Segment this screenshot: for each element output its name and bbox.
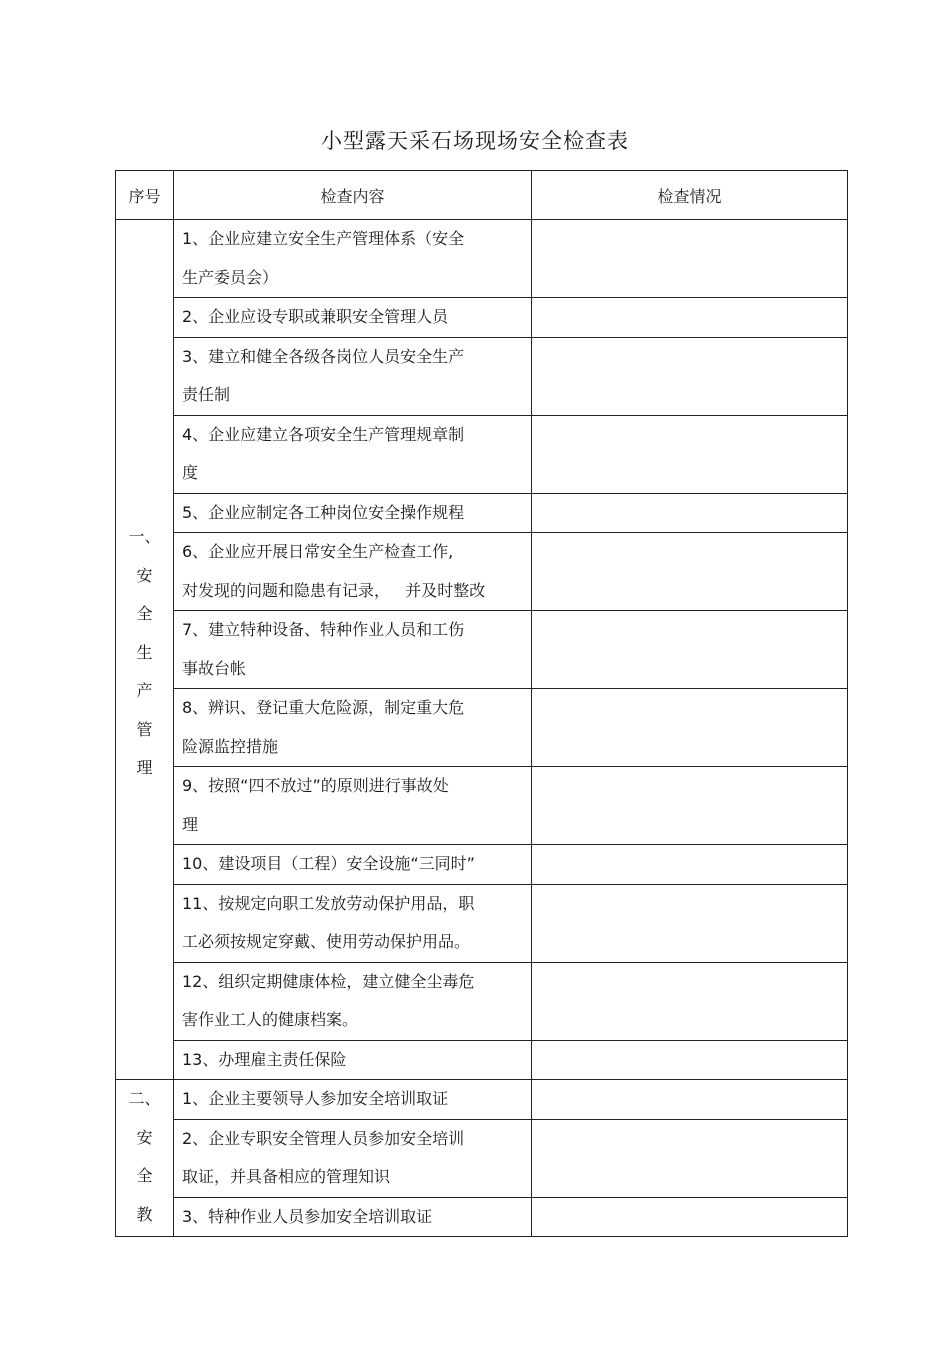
check-item-line: 1、企业主要领导人参加安全培训取证	[182, 1089, 449, 1108]
check-item-line: 2、企业应设专职或兼职安全管理人员	[182, 307, 449, 326]
check-item-line: 9、按照“四不放过”的原则进行事故处	[182, 776, 449, 795]
section-label-char: 全	[136, 1166, 153, 1185]
check-item	[174, 1080, 532, 1120]
section-label-char: 理	[136, 758, 153, 777]
check-item-line: 2、企业专职安全管理人员参加安全培训	[182, 1128, 465, 1148]
table-row	[116, 962, 848, 1040]
check-item	[174, 611, 532, 689]
check-status-cell[interactable]	[532, 1197, 848, 1237]
check-item-line: 12、组织定期健康体检，建立健全尘毒危	[182, 971, 475, 991]
check-item	[174, 962, 532, 1040]
check-item	[174, 689, 532, 767]
check-item-line: 度	[182, 463, 199, 482]
check-item-line: 生产委员会）	[182, 267, 279, 287]
check-item-line: 理	[182, 814, 199, 834]
page-title: 小型露天采石场现场安全检查表	[321, 129, 629, 153]
header-status: 检查情况	[532, 171, 848, 220]
table-row	[116, 337, 848, 415]
check-item	[174, 493, 532, 533]
header-content: 检查内容	[174, 171, 532, 220]
check-item	[174, 220, 532, 298]
check-status-cell[interactable]	[532, 845, 848, 885]
check-item-line: 事故台帐	[182, 658, 247, 678]
table-row	[116, 220, 848, 298]
check-status-cell[interactable]	[532, 1119, 848, 1197]
check-status-cell[interactable]	[532, 884, 848, 962]
check-item-line: 取证，并具备相应的管理知识	[182, 1167, 391, 1186]
section-label-cell	[116, 220, 174, 1080]
check-status-cell[interactable]	[532, 962, 848, 1040]
check-status-cell[interactable]	[532, 220, 848, 298]
section-label-char: 全	[136, 604, 153, 623]
table-row	[116, 533, 848, 611]
section-label-char: 管	[136, 719, 153, 739]
check-item-line: 对发现的问题和隐患有记录， 并及时整改	[182, 580, 486, 600]
check-item	[174, 845, 532, 885]
section-label-char: 教	[136, 1204, 153, 1224]
section-label-char: 二、	[128, 1089, 161, 1108]
check-item	[174, 1197, 532, 1237]
check-item-line: 5、企业应制定各工种岗位安全操作规程	[182, 502, 465, 522]
check-status-cell[interactable]	[532, 611, 848, 689]
check-item	[174, 767, 532, 845]
check-status-cell[interactable]	[532, 689, 848, 767]
check-status-cell[interactable]	[532, 767, 848, 845]
check-item	[174, 298, 532, 338]
check-item-line: 责任制	[182, 385, 231, 404]
check-item	[174, 533, 532, 611]
inspection-table	[115, 170, 848, 1237]
check-item-line: 3、建立和健全各级各岗位人员安全生产	[182, 346, 465, 366]
table-row	[116, 611, 848, 689]
table-row	[116, 845, 848, 885]
table-row	[116, 884, 848, 962]
table-row	[116, 298, 848, 338]
check-item	[174, 1040, 532, 1080]
check-item-line: 11、按规定向职工发放劳动保护用品，职	[182, 893, 475, 913]
table-row	[116, 1040, 848, 1080]
table-row	[116, 415, 848, 493]
header-seq: 序号	[116, 171, 174, 220]
section-label-char: 安	[136, 1127, 153, 1147]
section-label-cell	[116, 1080, 174, 1237]
check-item	[174, 884, 532, 962]
section-label-char: 生	[136, 642, 153, 662]
table-row	[116, 1119, 848, 1197]
section-label-char: 产	[136, 681, 153, 700]
table-row	[116, 689, 848, 767]
check-status-cell[interactable]	[532, 1040, 848, 1080]
check-item-line: 3、特种作业人员参加安全培训取证	[182, 1206, 433, 1226]
table-row	[116, 493, 848, 533]
check-item-line: 7、建立特种设备、特种作业人员和工伤	[182, 620, 465, 639]
check-status-cell[interactable]	[532, 415, 848, 493]
check-item-line: 工必须按规定穿戴、使用劳动保护用品。	[182, 932, 471, 951]
section-label-char: 一、	[128, 527, 161, 546]
header-row	[116, 171, 848, 220]
check-status-cell[interactable]	[532, 298, 848, 338]
check-status-cell[interactable]	[532, 493, 848, 533]
check-item-line: 害作业工人的健康档案。	[182, 1010, 359, 1029]
section-label-char: 安	[136, 565, 153, 585]
table-row	[116, 767, 848, 845]
check-item-line: 10、建设项目（工程）安全设施“三同时”	[182, 854, 475, 873]
check-status-cell[interactable]	[532, 533, 848, 611]
table-row	[116, 1197, 848, 1237]
check-item-line: 6、企业应开展日常安全生产检查工作,	[182, 542, 454, 561]
check-status-cell[interactable]	[532, 1080, 848, 1120]
check-item	[174, 337, 532, 415]
check-item	[174, 1119, 532, 1197]
check-item-line: 险源监控措施	[182, 736, 279, 756]
table-row	[116, 1080, 848, 1120]
check-item-line: 4、企业应建立各项安全生产管理规章制	[182, 424, 465, 444]
check-item-line: 8、辨识、登记重大危险源，制定重大危	[182, 698, 465, 717]
table-body	[116, 171, 848, 1237]
check-item-line: 13、办理雇主责任保险	[182, 1049, 347, 1069]
check-item-line: 1、企业应建立安全生产管理体系（安全	[182, 229, 465, 248]
check-status-cell[interactable]	[532, 337, 848, 415]
check-item	[174, 415, 532, 493]
